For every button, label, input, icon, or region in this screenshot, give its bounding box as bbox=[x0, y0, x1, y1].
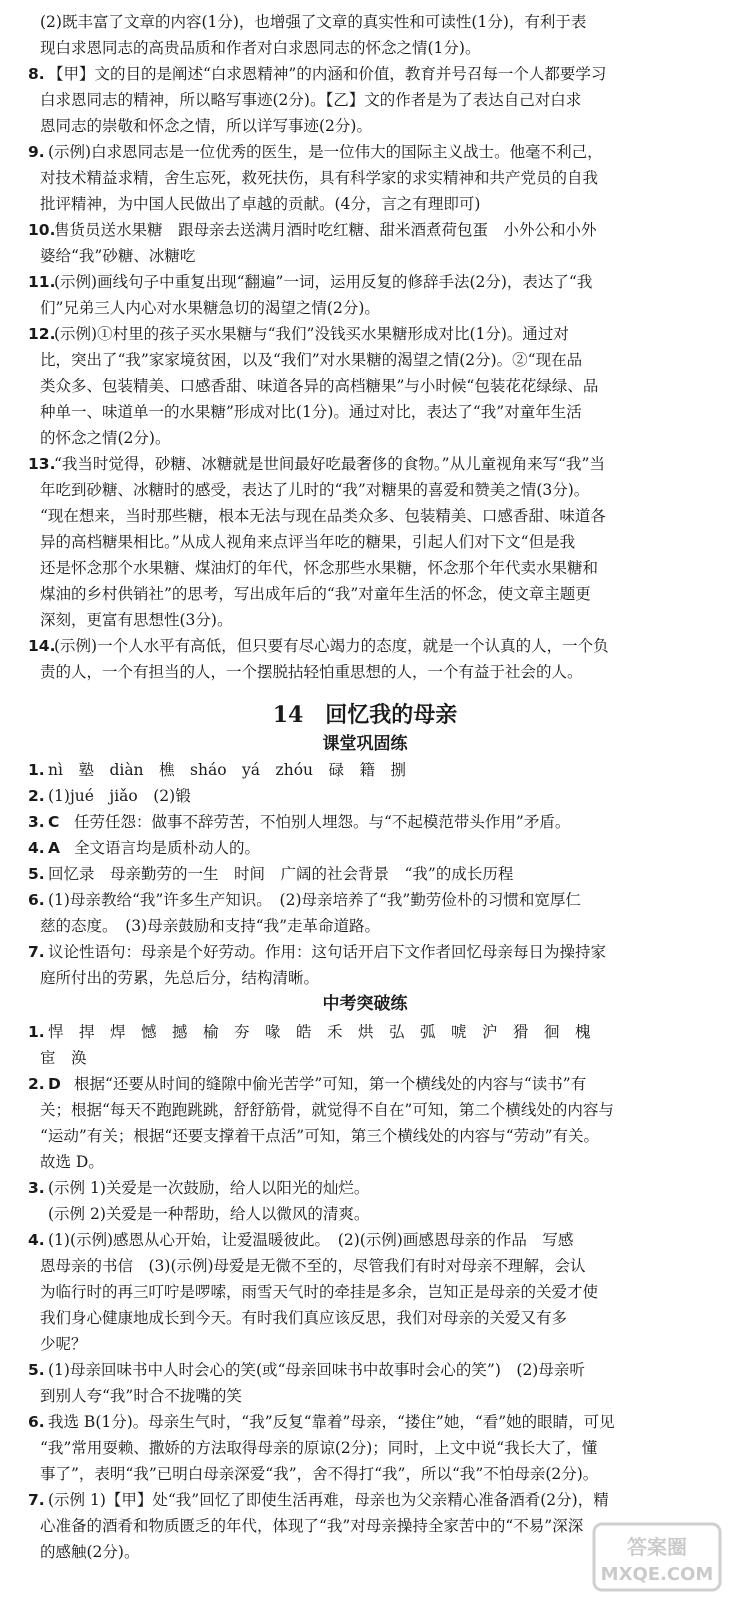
lesson-title: 14 回忆我的母亲 bbox=[272, 702, 458, 728]
answer-line: 煤油的乡村供销社”的思考，写出成年后的“我”对童年生活的怀念，使文章主题更 bbox=[40, 585, 591, 603]
question-number: 5. bbox=[28, 1361, 45, 1379]
answer-line: 慈的态度。 (3)母亲鼓励和支持“我”走革命道路。 bbox=[40, 917, 381, 935]
choice-answer: C bbox=[48, 813, 60, 831]
question-number: 3. bbox=[28, 813, 45, 831]
answer-line: 类众多、包装精美、口感香甜、味道各异的高档糖果”与小时候“包装花花绿绿、品 bbox=[40, 377, 599, 395]
answer-line: (示例)一个人水平有高低，但只要有尽心竭力的态度，就是一个认真的人，一个负 bbox=[54, 637, 609, 655]
answer-line: 婆给“我”砂糖、冰糖吃 bbox=[40, 247, 196, 265]
answer-line: 【甲】文的目的是阐述“白求恩精神”的内涵和价值，教育并号召每一个人都要学习 bbox=[48, 65, 607, 83]
answer-line: 售货员送水果糖 跟母亲去送满月酒时吃红糖、甜米酒煮荷包蛋 小外公和小外 bbox=[54, 221, 597, 239]
answer-line: 白求恩同志的精神，所以略写事迹(2分)。【乙】文的作者是为了表达自己对白求 bbox=[40, 91, 582, 109]
question-number: 10. bbox=[28, 221, 56, 239]
answer-line: (示例 2)关爱是一种帮助，给人以微风的清爽。 bbox=[48, 1205, 370, 1223]
choice-answer: A bbox=[48, 839, 60, 857]
answer-line: (示例 1)【甲】处“我”回忆了即使生活再难，母亲也为父亲精心准备酒肴(2分)，精 bbox=[48, 1491, 609, 1509]
answer-line: 种单一、味道单一的水果糖”形成对比(1分)。通过对比，表达了“我”对童年生活 bbox=[40, 403, 582, 421]
answer-line: 关；根据“每天不跑跑跳跳，舒舒筋骨，就觉得不自在”可知，第二个横线处的内容与 bbox=[40, 1101, 614, 1119]
question-number: 3. bbox=[28, 1179, 45, 1197]
answer-line: “运动”有关；根据“还要支撑着干点活”可知，第三个横线处的内容与“劳动”有关。 bbox=[40, 1127, 600, 1145]
answer-line: (1)母亲回味书中人时会心的笑(或“母亲回味书中故事时会心的笑”) (2)母亲听 bbox=[48, 1361, 585, 1379]
answer-line: 责的人，一个有担当的人，一个摆脱拈轻怕重思想的人，一个有益于社会的人。 bbox=[40, 663, 583, 681]
answer-line: 还是怀念那个水果糖、煤油灯的年代，怀念那些水果糖，怀念那个年代卖水果糖和 bbox=[40, 559, 599, 577]
question-number: 14. bbox=[28, 637, 56, 655]
question-number: 7. bbox=[28, 943, 45, 961]
question-number: 6. bbox=[28, 1413, 45, 1431]
answer-line: 异的高档糖果相比。”从成人视角来点评当年吃的糖果，引起人们对下文“但是我 bbox=[40, 533, 576, 551]
answer-line: 全文语言均是质朴动人的。 bbox=[74, 839, 261, 857]
answer-line: 恩母亲的书信 (3)(示例)母爱是无微不至的，尽管我们有时对母亲不理解，会认 bbox=[40, 1257, 586, 1275]
question-number: 12. bbox=[28, 325, 56, 343]
answer-line: 故选 D。 bbox=[40, 1153, 104, 1171]
answer-line: (示例 1)关爱是一次鼓励，给人以阳光的灿烂。 bbox=[48, 1179, 370, 1197]
answer-line: 为临行时的再三叮咛是啰嗦，雨雪天气时的牵挂是多余，岂知正是母亲的关爱才使 bbox=[40, 1283, 599, 1301]
question-number: 7. bbox=[28, 1491, 45, 1509]
answer-line: “我”常用耍赖、撒娇的方法取得母亲的原谅(2分)；同时，上文中说“我长大了，懂 bbox=[40, 1439, 598, 1457]
answer-line: (示例)画线句子中重复出现“翻遍”一词，运用反复的修辞手法(2分)，表达了“我 bbox=[54, 273, 593, 291]
answer-line: 宦 涣 bbox=[40, 1049, 87, 1067]
answer-line: 到别人夸“我”时合不拢嘴的笑 bbox=[40, 1387, 242, 1405]
answer-line: 心准备的酒肴和物质匮乏的年代，体现了“我”对母亲操持全家苦中的“不易”深深 bbox=[40, 1517, 584, 1535]
answer-line: 的怀念之情(2分)。 bbox=[40, 429, 171, 447]
answer-line: 年吃到砂糖、冰糖时的感受，表达了儿时的“我”对糖果的喜爱和赞美之情(3分)。 bbox=[40, 481, 590, 499]
question-number: 2. bbox=[28, 1075, 45, 1093]
answer-line: (示例)白求恩同志是一位优秀的医生，是一位伟大的国际主义战士。他毫不利己， bbox=[48, 143, 603, 161]
answer-line: 们”兄弟三人内心对水果糖急切的渴望之情(2分)。 bbox=[40, 299, 380, 317]
svg-text:答案圈: 答案圈 bbox=[627, 1535, 687, 1559]
question-number: 13. bbox=[28, 455, 56, 473]
question-number: 6. bbox=[28, 891, 45, 909]
question-number: 1. bbox=[28, 761, 45, 779]
answer-line: 庭所付出的劳累，先总后分，结构清晰。 bbox=[40, 969, 320, 987]
answer-line: (1)母亲教给“我”许多生产知识。 (2)母亲培养了“我”勤劳俭朴的习惯和宽厚仁 bbox=[48, 891, 581, 909]
answer-line: 任劳任怨：做事不辞劳苦，不怕别人埋怨。与“不起模范带头作用”矛盾。 bbox=[74, 813, 571, 831]
question-number: 9. bbox=[28, 143, 45, 161]
answer-line: (1)jué jiǎo (2)锻 bbox=[48, 787, 191, 805]
answer-line: (示例)①村里的孩子买水果糖与“我们”没钱买水果糖形成对比(1分)。通过对 bbox=[54, 325, 569, 343]
answer-line: 我们身心健康地成长到今天。有时我们真应该反思，我们对母亲的关爱又有多 bbox=[40, 1309, 568, 1327]
answer-line: 事了”，表明“我”已明白母亲深爱“我”，舍不得打“我”，所以“我”不怕母亲(2分)。 bbox=[40, 1465, 599, 1483]
section-heading-exam: 中考突破练 bbox=[322, 994, 408, 1014]
answer-line: 议论性语句：母亲是个好劳动。作用：这句话开启下文作者回忆母亲每日为操持家 bbox=[48, 943, 607, 961]
answer-line: (1)(示例)感恩从心开始，让爱温暖彼此。 (2)(示例)画感恩母亲的作品 写感 bbox=[48, 1231, 574, 1249]
question-number: 11. bbox=[28, 273, 56, 291]
answer-line: “我当时觉得，砂糖、冰糖就是世间最好吃最奢侈的食物。”从儿童视角来写“我”当 bbox=[54, 455, 605, 473]
question-number: 4. bbox=[28, 839, 45, 857]
answer-line: “现在想来，当时那些糖，根本无法与现在品类众多、包装精美、口感香甜、味道各 bbox=[40, 507, 606, 525]
question-number: 5. bbox=[28, 865, 45, 883]
answer-line: 恩同志的崇敬和怀念之情，所以详写事迹(2分)。 bbox=[40, 117, 372, 135]
answer-line: 的感触(2分)。 bbox=[40, 1543, 140, 1561]
pinyin-answer: nì 塾 diàn 樵 sháo yá zhóu 碌 籍 捌 bbox=[48, 761, 407, 779]
answer-line: 回忆录 母亲勤劳的一生 时间 广阔的社会背景 “我”的成长历程 bbox=[48, 865, 514, 883]
svg-text:MXQE.COM: MXQE.COM bbox=[600, 1564, 714, 1585]
answer-line: 根据“还要从时间的缝隙中偷光苦学”可知，第一个横线处的内容与“读书”有 bbox=[74, 1075, 587, 1093]
section-heading-classroom: 课堂巩固练 bbox=[322, 734, 408, 754]
question-number: 2. bbox=[28, 787, 45, 805]
answer-line: (2)既丰富了文章的内容(1分)，也增强了文章的真实性和可读性(1分)，有利于表 bbox=[40, 13, 587, 31]
choice-answer: D bbox=[48, 1075, 61, 1093]
watermark-logo bbox=[592, 1522, 722, 1592]
answer-line: 现白求恩同志的高贵品质和作者对白求恩同志的怀念之情(1分)。 bbox=[40, 39, 481, 57]
answer-line: 对技术精益求精，舍生忘死，救死扶伤，具有科学家的求实精神和共产党员的自我 bbox=[40, 169, 599, 187]
question-number: 1. bbox=[28, 1023, 45, 1041]
answer-line: 我选 B(1分)。母亲生气时，“我”反复“靠着”母亲，“搂住”她，“看”她的眼睛，可见 bbox=[48, 1413, 615, 1431]
question-number: 8. bbox=[28, 65, 45, 83]
question-number: 4. bbox=[28, 1231, 45, 1249]
answer-line: 比，突出了“我”家家境贫困，以及“我们”对水果糖的渴望之情(2分)。②“现在品 bbox=[40, 351, 583, 369]
answer-line: 少呢？ bbox=[40, 1335, 87, 1353]
answer-line: 悍 捍 焊 憾 撼 榆 夯 喙 皓 禾 烘 弘 弧 唬 沪 猾 徊 槐 bbox=[48, 1023, 591, 1041]
answer-line: 批评精神，为中国人民做出了卓越的贡献。(4分，言之有理即可) bbox=[40, 195, 481, 213]
answer-line: 深刻，更富有思想性(3分)。 bbox=[40, 611, 233, 629]
